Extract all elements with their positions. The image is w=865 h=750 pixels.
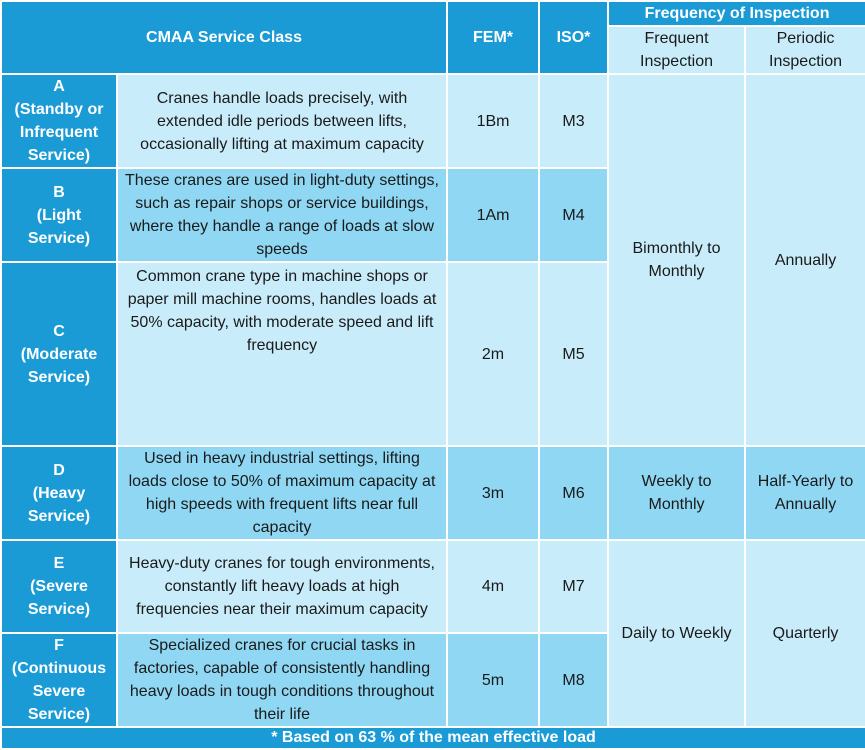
fem-cell: 1Am bbox=[447, 168, 539, 262]
periodic-inspection-abc: Annually bbox=[745, 74, 865, 446]
class-letter: C bbox=[53, 322, 65, 340]
class-name: (Moderate Service) bbox=[20, 345, 98, 386]
fem-cell: 4m bbox=[447, 540, 539, 633]
header-iso: ISO* bbox=[539, 1, 608, 74]
table-row bbox=[1, 74, 865, 168]
periodic-inspection-ef: Quarterly bbox=[745, 540, 865, 727]
class-letter: B bbox=[53, 183, 65, 201]
class-letter: D bbox=[53, 461, 65, 479]
header-frequency-of-inspection: Frequency of Inspection bbox=[608, 1, 865, 26]
table-row bbox=[1, 540, 865, 633]
fem-cell: 5m bbox=[447, 633, 539, 727]
iso-cell: M5 bbox=[539, 262, 608, 446]
description-cell: Heavy-duty cranes for tough environments, constantly lift heavy loads at high frequencies near their maximum capacity bbox=[117, 540, 447, 633]
service-class-cell bbox=[1, 540, 117, 633]
periodic-inspection-d: Half-Yearly to Annually bbox=[745, 446, 865, 540]
frequent-inspection-abc: Bimonthly to Monthly bbox=[608, 74, 745, 446]
description-cell: Used in heavy industrial settings, lifting loads close to 50% of maximum capacity at high speeds with frequent lifts near full capacity bbox=[117, 446, 447, 540]
header-fem: FEM* bbox=[447, 1, 539, 74]
iso-cell: M7 bbox=[539, 540, 608, 633]
table-row bbox=[1, 446, 865, 540]
frequent-inspection-ef: Daily to Weekly bbox=[608, 540, 745, 727]
class-name: (Heavy Service) bbox=[27, 484, 91, 525]
class-letter: F bbox=[54, 637, 64, 654]
footnote: * Based on 63 % of the mean effective load bbox=[1, 727, 865, 749]
fem-cell: 1Bm bbox=[447, 74, 539, 168]
fem-cell: 3m bbox=[447, 446, 539, 540]
description-cell: Cranes handle loads precisely, with extended idle periods between lifts, occasionally lifting at maximum capacity bbox=[117, 74, 447, 168]
iso-cell: M6 bbox=[539, 446, 608, 540]
service-class-cell bbox=[1, 74, 117, 168]
iso-cell: M4 bbox=[539, 168, 608, 262]
description-cell: Common crane type in machine shops or paper mill machine rooms, handles loads at 50% capacity, with moderate speed and lift frequency bbox=[117, 262, 447, 446]
class-name: (Severe Service) bbox=[27, 578, 91, 618]
fem-cell: 2m bbox=[447, 262, 539, 446]
service-class-cell bbox=[1, 262, 117, 446]
frequent-inspection-d: Weekly to Monthly bbox=[608, 446, 745, 540]
header-frequent-inspection: Frequent Inspection bbox=[608, 26, 745, 74]
class-name: (Standby or Infrequent Service) bbox=[14, 101, 104, 164]
header-service-class: CMAA Service Class bbox=[1, 1, 447, 74]
header-periodic-inspection: Periodic Inspection bbox=[745, 26, 865, 74]
iso-cell: M8 bbox=[539, 633, 608, 727]
class-letter: A bbox=[53, 78, 65, 95]
class-name: (Light Service) bbox=[27, 206, 91, 247]
description-cell: These cranes are used in light-duty settings, such as repair shops or service buildings, where they handle a range of loads at slow speeds bbox=[117, 168, 447, 262]
description-cell: Specialized cranes for crucial tasks in factories, capable of consistently handling heavy loads in tough conditions throughout their life bbox=[117, 633, 447, 727]
class-name: (Continuous Severe Service) bbox=[11, 660, 107, 723]
service-class-cell bbox=[1, 633, 117, 727]
iso-cell: M3 bbox=[539, 74, 608, 168]
service-class-cell bbox=[1, 446, 117, 540]
class-letter: E bbox=[53, 555, 65, 572]
service-class-cell bbox=[1, 168, 117, 262]
